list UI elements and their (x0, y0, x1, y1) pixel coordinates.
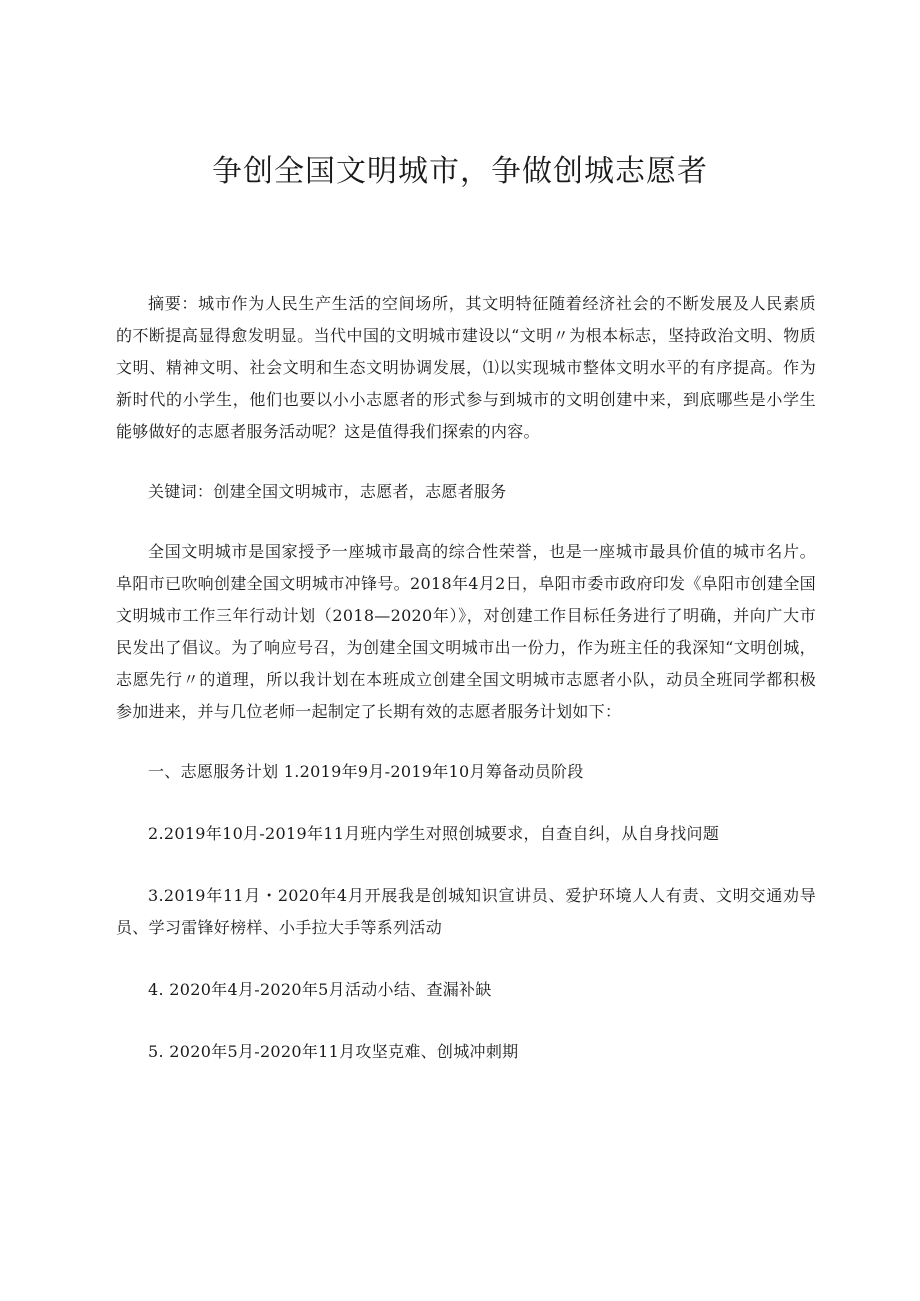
plan-step-3: 3.2019年11月・2020年4月开展我是创城知识宣讲员、爱护环境人人有责、文明交通劝导员、学习雷锋好榜样、小手拉大手等系列活动 (116, 886, 816, 937)
plan-heading: 一、志愿服务计划 1.2019年9月-2019年10月筹备动员阶段 (148, 762, 584, 781)
plan-step-5: 5. 2020年5月-2020年11月攻坚克难、创城冲刺期 (148, 1042, 519, 1061)
document-title: 争创全国文明城市，争做创城志愿者 (212, 154, 708, 189)
plan-step-2: 2.2019年10月-2019年11月班内学生对照创城要求，自查自纠，从自身找问题 (148, 824, 720, 843)
plan-step-4: 4. 2020年4月-2020年5月活动小结、查漏补缺 (148, 980, 492, 999)
abstract-paragraph: 摘要：城市作为人民生产生活的空间场所，其文明特征随着经济社会的不断发展及人民素质的不断提高显得愈发明显。当代中国的文明城市建设以“文明〃为根本标志，坚持政治文明、物质文明、精神文明、社会文明和生态文明协调发展，⑴以实现城市整体文明水平的有序提高。作为新时代的小学生，他们也要以小小志愿者的形式参与到城市的文明创建中来，到底哪些是小学生能够做好的志愿者服务活动呢？这是值得我们探索的内容。 (116, 294, 816, 441)
intro-paragraph: 全国文明城市是国家授予一座城市最高的综合性荣誉，也是一座城市最具价值的城市名片。阜阳市已吹响创建全国文明城市冲锋号。2018年4月2日，阜阳市委市政府印发《阜阳市创建全国文明城市工作三年行动计划（2018—2020年）》，对创建工作目标任务进行了明确，并向广大市民发出了倡议。为了响应号召，为创建全国文明城市出一份力，作为班主任的我深知“文明创城，志愿先行〃的道理，所以我计划在本班成立创建全国文明城市志愿者小队，动员全班同学都积极参加进来，并与几位老师一起制定了长期有效的志愿者服务计划如下： (116, 542, 816, 721)
keywords-paragraph: 关键词：创建全国文明城市，志愿者，志愿者服务 (148, 482, 507, 501)
document-body (116, 288, 816, 1098)
